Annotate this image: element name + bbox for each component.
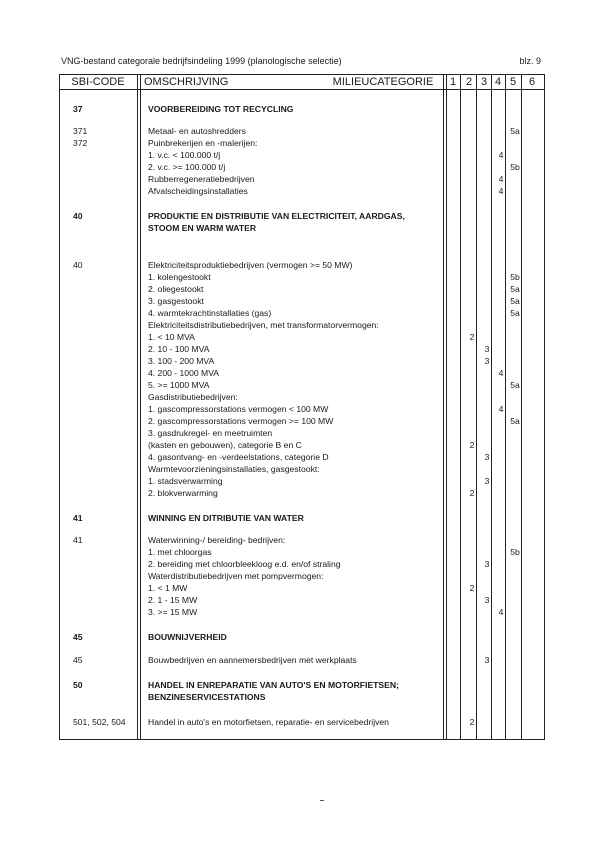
sbi-code: 37 xyxy=(73,104,83,114)
table-row xyxy=(60,162,544,173)
table-row xyxy=(60,476,544,487)
table-row xyxy=(60,464,544,475)
category-mark: 4 xyxy=(498,174,504,184)
category-mark: 3 xyxy=(484,559,490,569)
sbi-code: 50 xyxy=(73,680,83,690)
section-heading-row xyxy=(60,211,544,222)
omschrijving: 2. blokverwarming xyxy=(148,488,218,498)
table-row xyxy=(60,308,544,319)
sbi-code: 372 xyxy=(73,138,88,148)
table-row xyxy=(60,535,544,546)
omschrijving: 1. < 10 MVA xyxy=(148,332,195,342)
omschrijving: 1. gascompressorstations vermogen < 100 MW xyxy=(148,404,329,414)
table-row xyxy=(60,284,544,295)
category-mark: 4 xyxy=(498,368,504,378)
omschrijving: 1. v.c. < 100.000 t/j xyxy=(148,150,221,160)
section-heading-row xyxy=(60,104,544,115)
sbi-code: 41 xyxy=(73,513,83,523)
table-row xyxy=(60,440,544,451)
omschrijving: 2. 10 - 100 MVA xyxy=(148,344,210,354)
omschrijving: Metaal- en autoshredders xyxy=(148,126,246,136)
category-mark: 2 xyxy=(469,717,475,727)
omschrijving: Handel in auto's en motorfietsen, reparatie- en servicebedrijven xyxy=(148,717,389,727)
col-omschrijving: OMSCHRIJVING xyxy=(144,76,229,88)
sbi-code: 40 xyxy=(73,260,83,270)
table-row xyxy=(60,607,544,618)
category-mark: 5a xyxy=(510,296,520,306)
sbi-code: 45 xyxy=(73,632,83,642)
sbi-code: 41 xyxy=(73,535,83,545)
section-heading-row xyxy=(60,692,544,703)
col-cat-2: 2 xyxy=(465,76,473,88)
omschrijving: 1. met chloorgas xyxy=(148,547,212,557)
page-number: blz. 9 xyxy=(519,56,541,66)
omschrijving: 1. < 1 MW xyxy=(148,583,188,593)
category-mark: 5b xyxy=(510,162,520,172)
category-mark: 2 xyxy=(469,583,475,593)
omschrijving: 3. gasdrukregel- en meetruimten xyxy=(148,428,273,438)
section-heading-row xyxy=(60,513,544,524)
table-row xyxy=(60,272,544,283)
omschrijving: 5. >= 1000 MVA xyxy=(148,380,210,390)
category-mark: 5a xyxy=(510,416,520,426)
section-heading-row xyxy=(60,632,544,643)
category-mark: 3 xyxy=(484,452,490,462)
table-row xyxy=(60,583,544,594)
category-mark: 4 xyxy=(498,404,504,414)
category-mark: 4 xyxy=(498,186,504,196)
page-header xyxy=(61,56,543,68)
omschrijving: 1. kolengestookt xyxy=(148,272,211,282)
category-mark: 5a xyxy=(510,284,520,294)
omschrijving: 2. 1 - 15 MW xyxy=(148,595,198,605)
omschrijving: HANDEL IN ENREPARATIE VAN AUTO'S EN MOTORFIETSEN; xyxy=(148,680,399,690)
table-row xyxy=(60,296,544,307)
category-mark: 5a xyxy=(510,308,520,318)
table-row xyxy=(60,344,544,355)
omschrijving: 3. gasgestookt xyxy=(148,296,204,306)
footer-mark xyxy=(320,800,324,801)
omschrijving: Rubberregeneratiebedrijven xyxy=(148,174,255,184)
category-mark: 3 xyxy=(484,344,490,354)
table-row xyxy=(60,174,544,185)
table-row xyxy=(60,356,544,367)
omschrijving: STOOM EN WARM WATER xyxy=(148,223,257,233)
omschrijving: 4. warmtekrachtinstallaties (gas) xyxy=(148,308,272,318)
sbi-code: 501, 502, 504 xyxy=(73,717,126,727)
category-mark: 5a xyxy=(510,126,520,136)
section-heading-row xyxy=(60,680,544,691)
table-row xyxy=(60,368,544,379)
col-sbi-code: SBI-CODE xyxy=(71,76,125,88)
table-row xyxy=(60,559,544,570)
table-row xyxy=(60,332,544,343)
table-row xyxy=(60,547,544,558)
table-row xyxy=(60,320,544,331)
col-cat-6: 6 xyxy=(528,76,536,88)
omschrijving: Gasdistributiebedrijven: xyxy=(148,392,238,402)
omschrijving: 3. 100 - 200 MVA xyxy=(148,356,215,366)
omschrijving: Warmtevoorzieningsinstallaties, gasgestookt: xyxy=(148,464,320,474)
sbi-code: 371 xyxy=(73,126,88,136)
omschrijving: Afvalscheidingsinstallaties xyxy=(148,186,248,196)
category-mark: 2 xyxy=(469,440,475,450)
omschrijving: 2. oliegestookt xyxy=(148,284,204,294)
omschrijving: BENZINESERVICESTATIONS xyxy=(148,692,266,702)
category-mark: 2 xyxy=(469,488,475,498)
category-mark: 3 xyxy=(484,476,490,486)
omschrijving: 1. stadsverwarming xyxy=(148,476,223,486)
omschrijving: BOUWNIJVERHEID xyxy=(148,632,227,642)
category-mark: 5a xyxy=(510,380,520,390)
table-row xyxy=(60,186,544,197)
omschrijving: Bouwbedrijven en aannemersbedrijven met werkplaats xyxy=(148,655,357,665)
col-milieucategorie: MILIEUCATEGORIE xyxy=(332,76,434,88)
table-row xyxy=(60,392,544,403)
omschrijving: 3. >= 15 MW xyxy=(148,607,198,617)
table-row xyxy=(60,655,544,666)
category-mark: 3 xyxy=(484,595,490,605)
table-row xyxy=(60,404,544,415)
category-mark: 5b xyxy=(510,272,520,282)
omschrijving: Elektriciteitsdistributiebedrijven, met transformatorvermogen: xyxy=(148,320,379,330)
table-header xyxy=(60,75,544,90)
table-row xyxy=(60,380,544,391)
col-cat-5: 5 xyxy=(509,76,517,88)
table-row xyxy=(60,595,544,606)
category-mark: 4 xyxy=(498,607,504,617)
omschrijving: Puinbrekerijen en -malerijen: xyxy=(148,138,258,148)
section-heading-row xyxy=(60,223,544,234)
category-mark: 5b xyxy=(510,547,520,557)
table-row xyxy=(60,416,544,427)
table-row xyxy=(60,150,544,161)
category-mark: 2 xyxy=(469,332,475,342)
sbi-code: 45 xyxy=(73,655,83,665)
omschrijving: 4. gasontvang- en -verdeelstations, categorie D xyxy=(148,452,329,462)
omschrijving: Waterdistributiebedrijven met pompvermogen: xyxy=(148,571,324,581)
omschrijving: PRODUKTIE EN DISTRIBUTIE VAN ELECTRICITEIT, AARDGAS, xyxy=(148,211,405,221)
table-row xyxy=(60,138,544,149)
table-row xyxy=(60,717,544,728)
omschrijving: 2. bereiding met chloorbleekloog e.d. en/of straling xyxy=(148,559,341,569)
table-row xyxy=(60,488,544,499)
omschrijving: Elektriciteitsproduktiebedrijven (vermogen >= 50 MW) xyxy=(148,260,353,270)
omschrijving: (kasten en gebouwen), categorie B en C xyxy=(148,440,302,450)
category-table xyxy=(59,74,545,740)
category-mark: 4 xyxy=(498,150,504,160)
omschrijving: 4. 200 - 1000 MVA xyxy=(148,368,220,378)
category-mark: 3 xyxy=(484,655,490,665)
document-title: VNG-bestand categorale bedrijfsindeling 1999 (planologische selectie) xyxy=(61,56,342,66)
col-cat-3: 3 xyxy=(480,76,488,88)
table-row xyxy=(60,428,544,439)
omschrijving: WINNING EN DITRIBUTIE VAN WATER xyxy=(148,513,304,523)
omschrijving: VOORBEREIDING TOT RECYCLING xyxy=(148,104,294,114)
omschrijving: Waterwinning-/ bereiding- bedrijven: xyxy=(148,535,286,545)
table-row xyxy=(60,452,544,463)
table-row xyxy=(60,260,544,271)
col-cat-1: 1 xyxy=(449,76,457,88)
omschrijving: 2. gascompressorstations vermogen >= 100 MW xyxy=(148,416,334,426)
category-mark: 3 xyxy=(484,356,490,366)
col-cat-4: 4 xyxy=(494,76,502,88)
table-row xyxy=(60,571,544,582)
table-row xyxy=(60,126,544,137)
sbi-code: 40 xyxy=(73,211,83,221)
omschrijving: 2. v.c. >= 100.000 t/j xyxy=(148,162,226,172)
